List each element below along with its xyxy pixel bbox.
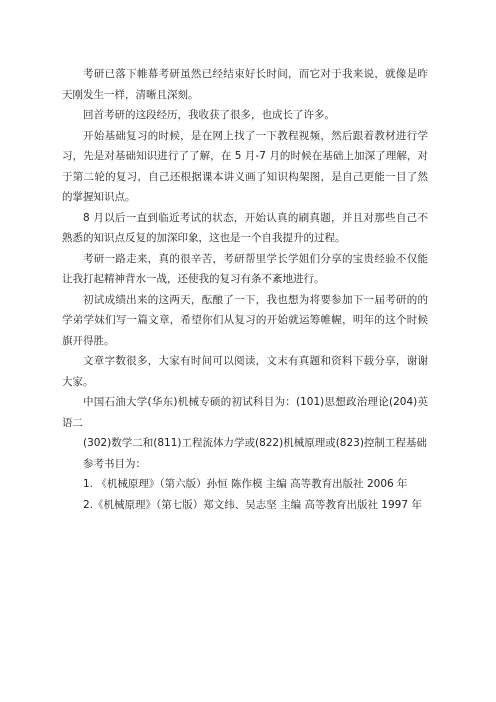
paragraph-intro: 考研已落下帷幕考研虽然已经结束好长时间，而它对于我来说，就像是昨天刚发生一样，清晰且深刻。 <box>62 68 428 101</box>
paragraph-scores: 初试成绩出来的这两天，酝酿了一下，我也想为将要参加下一届考研的的学弟学妹们写一篇文章，希望你们从复习的开始就运筹帷幄，明年的这个时候旗开得胜。 <box>62 293 428 347</box>
paragraph-reflection: 回首考研的这段经历，我收获了很多，也成长了许多。 <box>83 109 335 121</box>
reference-item-1: 1. 《机械原理》（第六版）孙恒 陈作模 主编 高等教育出版社 2006 年 <box>83 478 408 490</box>
paragraph-article-note: 文章字数很多，大家有时间可以阅读，文末有真题和资料下载分享，谢谢大家。 <box>62 355 428 388</box>
paragraph-basic-review: 开始基础复习的时候，是在网上找了一下教程视频，然后跟着教材进行学习，先是对基础知识进行了了解，在 5 月-7 月的时候在基础上加深了理解，对于第二轮的复习，自己还根据课本讲义画了知识构架图，是自己更能一目了然的掌握知识点。 <box>62 129 428 203</box>
paragraph-august-review: 8 月以后一直到临近考试的状态，开始认真的刷真题，并且对那些自己不熟悉的知识点反复的加深印象，这也是一个自我提升的过程。 <box>62 211 428 244</box>
paragraph-exam-subjects-cont: (302)数学二和(811)工程流体力学或(822)机械原理或(823)控制工程基础 <box>83 437 427 449</box>
paragraph-journey: 考研一路走来，真的很辛苦，考研帮里学长学姐们分享的宝贵经验不仅能让我打起精神背水一战，还使我的复习有条不紊地进行。 <box>62 252 428 285</box>
paragraph-exam-subjects: 中国石油大学(华东)机械专硕的初试科目为：(101)思想政治理论(204)英语二 <box>62 396 428 429</box>
paragraph-reference-heading: 参考书目为： <box>83 457 146 470</box>
reference-item-2: 2.《机械原理》（第七版）郑文纬、吴志坚 主编 高等教育出版社 1997 年 <box>83 498 422 511</box>
